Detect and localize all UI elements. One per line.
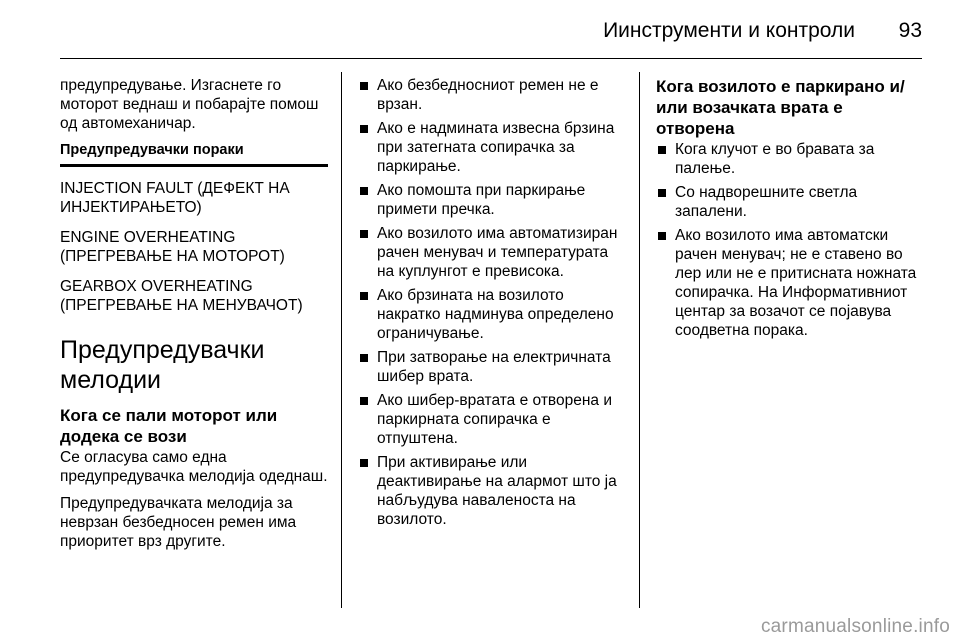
list-item — [358, 224, 624, 281]
heading-rule — [60, 164, 328, 167]
column-divider-2 — [639, 72, 640, 608]
column-left — [60, 76, 328, 559]
watermark: carmanualsonline.info — [760, 616, 950, 637]
list-item-text: Ако е надмината извесна брзина при затегната сопирачка за паркирање. — [377, 120, 615, 175]
list-item-text: Со надворешните светла запалени. — [675, 184, 858, 220]
square-bullet-icon — [360, 354, 368, 362]
paragraph: Се огласува само една предупредувачка мелодија одеднаш. — [60, 449, 328, 485]
header-divider — [60, 58, 922, 59]
list-item — [656, 183, 924, 221]
square-bullet-icon — [658, 146, 666, 154]
square-bullet-icon — [360, 125, 368, 133]
list-item-text: Кога клучот е во бравата за палење. — [675, 141, 875, 177]
list-item-text: Ако помошта при паркирање примети пречка. — [377, 182, 586, 218]
page-header-title: Иинструменти и контроли — [603, 19, 855, 42]
list-item-text: Ако возилото има автоматизиран рачен менувач и температурата на куплунгот е превисока. — [377, 225, 618, 280]
message-engine-overheating: ENGINE OVERHEATING (ПРЕГРЕВАЊЕ НА МОТОРОТ) — [60, 229, 285, 265]
list-item-text: Ако шибер-вратата е отворена и паркирната сопирачка е отпуштена. — [377, 392, 612, 447]
square-bullet-icon — [658, 189, 666, 197]
intro-paragraph: предупредување. Изгаснете го моторот веднаш и побарајте помош од автомеханичар. — [60, 77, 319, 132]
square-bullet-icon — [360, 292, 368, 300]
list-item — [358, 119, 624, 176]
list-item-text: Ако брзината на возилото накратко надминува определено ограничување. — [377, 287, 614, 342]
column-divider-1 — [341, 72, 342, 608]
list-item — [358, 286, 624, 343]
list-item — [358, 391, 624, 448]
square-bullet-icon — [360, 459, 368, 467]
list-item — [656, 140, 924, 178]
paragraph: Предупредувачката мелодија за неврзан безбедносен ремен има приоритет врз другите. — [60, 495, 297, 550]
list-item — [358, 76, 624, 114]
square-bullet-icon — [658, 232, 666, 240]
column-middle — [358, 76, 624, 534]
subsection-heading: Кога се пали моторот или додека се вози — [60, 406, 278, 446]
list-item — [358, 453, 624, 529]
section-heading: Предупредувачки мелодии — [60, 336, 265, 394]
list-item-text: Ако безбедносниот ремен не е врзан. — [377, 77, 599, 113]
list-item — [656, 226, 924, 340]
square-bullet-icon — [360, 82, 368, 90]
square-bullet-icon — [360, 230, 368, 238]
square-bullet-icon — [360, 397, 368, 405]
message-gearbox-overheating: GEARBOX OVERHEATING (ПРЕГРЕВАЊЕ НА МЕНУВАЧОТ) — [60, 278, 303, 314]
message-injection-fault: INJECTION FAULT (ДЕФЕКТ НА ИНЈЕКТИРАЊЕТО) — [60, 180, 290, 216]
warning-messages-heading: Предупредувачки пораки — [60, 142, 244, 158]
list-item — [358, 348, 624, 386]
list-item — [358, 181, 624, 219]
square-bullet-icon — [360, 187, 368, 195]
list-item-text: Ако возилото има автоматски рачен менувач; не е ставено во лер или не е притисната ножната сопирачка. На Информативниот центар за возачот се појавува соодветна порака. — [675, 227, 917, 339]
page-number: 93 — [898, 19, 922, 42]
column-right — [656, 76, 924, 345]
list-item-text: При затворање на електричната шибер врата. — [377, 349, 611, 385]
bullet-list — [656, 140, 924, 340]
bullet-list — [358, 76, 624, 529]
list-item-text: При активирање или деактивирање на алармот што ја набљудува наваленоста на возилото. — [377, 454, 617, 528]
subsection-heading-parked: Кога возилото е паркирано и/или возачката врата е отворена — [656, 77, 905, 138]
